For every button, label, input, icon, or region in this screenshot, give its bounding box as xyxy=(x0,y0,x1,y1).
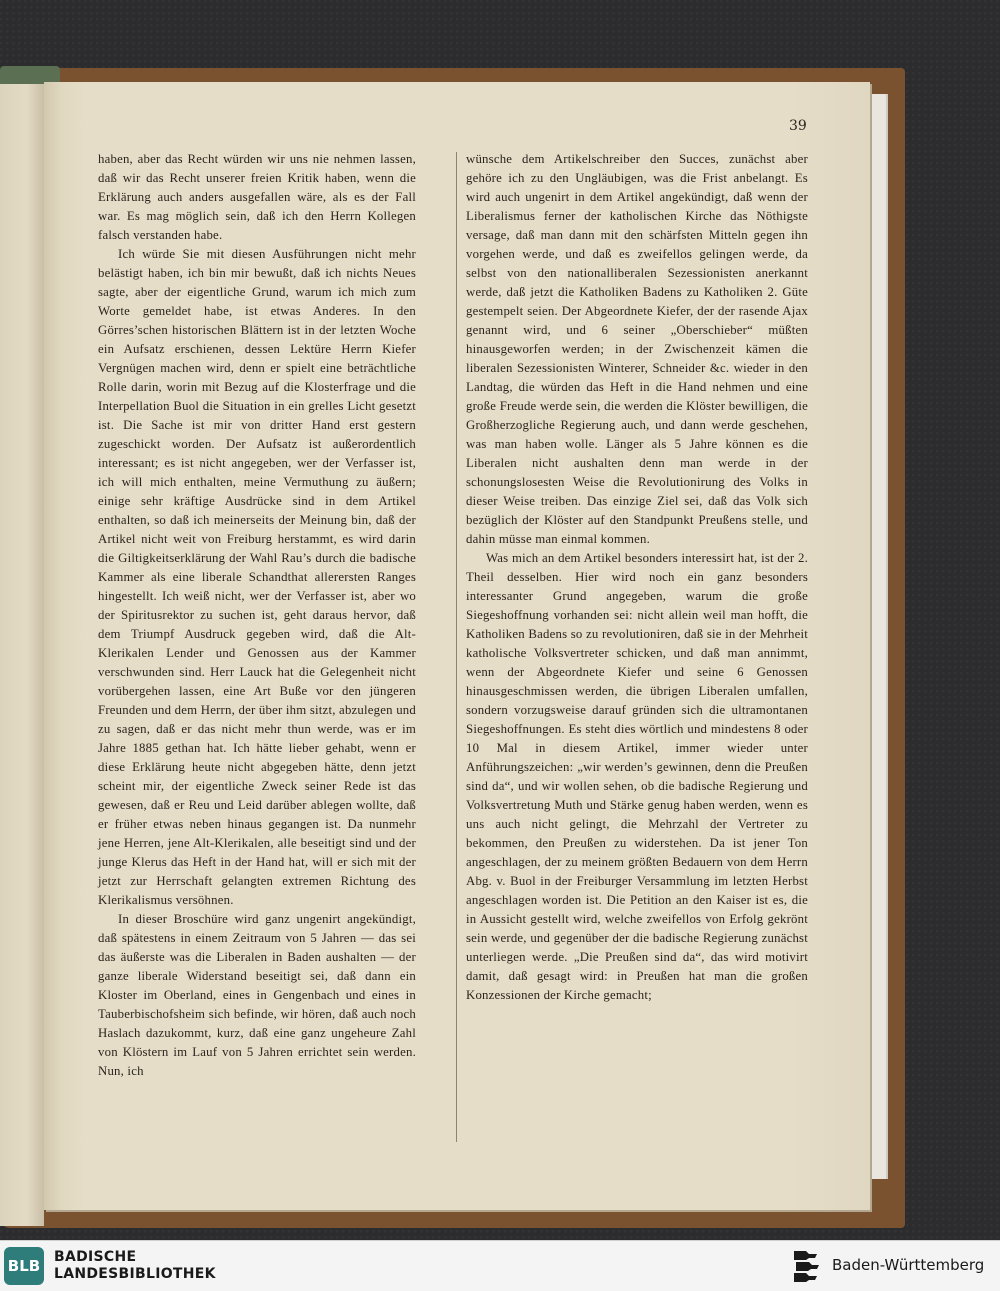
paragraph: In dieser Broschüre wird ganz ungenirt angekündigt, daß spätestens in einem Zeitraum von 5 Jahren — das sei das äußerste was die Liberalen in Baden aushalten — der ganze liberale Widerstand beseitigt sei, daß dann ein Kloster im Oberland, eines in Gengenbach und eines in Tauberbischofsheim sich befinde, wir hören, daß auch noch Haslach dazukommt, kurz, daß eine ganz ungeheure Zahl von Klöstern im Lauf von 5 Jahren errichtet sein werden. Nun, ich xyxy=(98,912,416,1078)
baden-wuerttemberg-name[interactable]: Baden-Württemberg xyxy=(832,1256,985,1274)
right-text-column xyxy=(466,150,808,1005)
blb-name[interactable] xyxy=(54,1249,216,1283)
paragraph: Ich würde Sie mit diesen Ausführungen nicht mehr belästigt haben, ich bin mir bewußt, daß ich nichts Neues sagte, aber der eigentliche Grund, warum ich mich zum Worte gemeldet habe, ist etwas Anderes. In den Görres’schen historischen Blättern ist in der letzten Woche ein Aufsatz erschienen, dessen Lektüre Herrn Kiefer Vergnügen machen wird, denn er spielt eine beträchtliche Rolle darin, worin mit Bezug auf die Klosterfrage und die Interpellation Buol die Situation in ein grelles Licht gesetzt ist. Die Sache ist mir von dritter Hand erst gestern zugeschickt worden. Der Aufsatz ist außerordentlich interessant; es ist nicht angegeben, wer der Verfasser ist, ich will mich enthalten, meine Vermuthung zu äußern; einige sehr kräftige Ausdrücke sind in dem Artikel enthalten, so daß ich meinerseits der Meinung bin, daß der Artikel nicht weit von Freiburg herstammt, es wird darin die Giltigkeitserklärung der Wahl Rau’s durch die badische Kammer als eine liberale Schandthat allerersten Ranges hingestellt. Ich weiß nicht, wer der Verfasser ist, aber wo der Spiritusrektor zu suchen ist, geht daraus hervor, daß dem Triumpf Ausdruck gegeben wird, daß die Alt-Klerikalen Lender und Genossen aus der Kammer verschwunden sind. Herr Lauck hat die Gelegenheit nicht vorübergehen lassen, eine Art Buße vor den jüngeren Freunden und dem Herrn, der über ihm sitzt, abzulegen und zu sagen, daß er das nicht mehr thun werde, was er im Jahre 1885 gethan hat. Ich hätte lieber gehabt, wenn er diese Erklärung heute nicht abgegeben hätte, denn jetzt scheint mir, der eigentliche Zweck seiner Rede ist das gewesen, daß er Reu und Leid darüber ablegen wollte, daß er früher etwas neben hinaus gegangen ist. Da nunmehr jene Herren, jene Alt-Klerikalen, alle beseitigt sind und der junge Klerus das Heft in der Hand hat, will er sich mit der jetzt zur Herrschaft gelangten extremen Richtung des Klerikalismus versöhnen. xyxy=(98,247,416,907)
blb-name-line2: LANDESBIBLIOTHEK xyxy=(54,1266,216,1282)
left-page-edge xyxy=(0,84,44,1226)
column-divider xyxy=(456,152,457,1142)
page-number: 39 xyxy=(789,118,807,134)
blb-name-line1: BADISCHE xyxy=(54,1249,137,1265)
baden-wuerttemberg-lions-icon[interactable] xyxy=(790,1247,824,1285)
viewer-footer xyxy=(0,1240,1000,1291)
left-text-column xyxy=(98,150,416,1081)
paragraph: wünsche dem Artikelschreiber den Succes, zunächst aber gehöre ich zu den Ungläubigen, was die Frist anbelangt. Es wird auch ungenirt in dem Artikel angekündigt, daß wenn der Liberalismus ferner der katholischen Kirche das Nöthigste versage, daß man dann mit den schärfsten Mitteln gegen ihn vorgehen werde, und daß es zweifellos gelingen werde, da selbst von den nationalliberalen Sezessionisten anerkannt werde, daß jetzt die Katholiken Badens zu Katholiken 2. Güte gestempelt seien. Der Abgeordnete Kiefer, der der rasende Ajax genannt wird, und 6 seiner „Oberschieber“ müßten hinausgeworfen werden; in der Zwischenzeit kämen die liberalen Sezessionisten Winterer, Schneider &c. wieder in den Landtag, die würden das Heft in die Hand nehmen und eine große Freude werde sein, die werden die Klöster bewilligen, die Großherzogliche Regierung auch, und dann werde geschehen, was man haben wolle. Länger als 5 Jahre können es die Liberalen nicht aushalten denn man werde in der schonungslosesten Weise die Revolutionirung des Volks in dieser Weise treiben. Das einzige Ziel sei, daß das Volk sich bezüglich der Klöster auf den Standpunkt Preußens stelle, und dahin müsse man einmal kommen. xyxy=(466,152,808,546)
paragraph: Was mich an dem Artikel besonders interessirt hat, ist der 2. Theil desselben. Hier wird noch ein ganz besonders interessanter Grund angegeben, warum die große Siegeshoffnung vorhanden sei: nicht allein weil man hofft, die Katholiken Badens so zu revolutioniren, daß sie in der Mehrheit katholische Volksvertreter schicken, und daß man annimmt, wenn der Abgeordnete Kiefer und seine 6 Genossen hinausgeschmissen werden, die übrigen Liberalen umfallen, sondern vorzugsweise darauf gründen sich die ultramontanen Siegeshoffnungen. Es steht dies wörtlich und mindestens 8 oder 10 Mal in diesem Artikel, immer wieder unter Anführungszeichen: „wir werden’s gewinnen, denn die Preußen sind da“, und wir wollen sehen, ob die badische Regierung und Volksvertretung Muth und Stärke genug haben werden, wenn es uns auch nicht gelingt, die Mehrzahl der Vertreter zu bekommen, den Preußen zu widerstehen. Da ist jener Ton angeschlagen, der zu meinem größten Bedauern von dem Herrn Abg. v. Buol in der Freiburger Versammlung im letzten Herbst angeschlagen worden ist. Die Petition an den Kaiser ist es, die in Aussicht gestellt wird, welche zweifellos von Erfolg gekrönt sein werde, und gegenüber der die badische Regierung zunächst unterliegen werde. „Die Preußen sind da“, das wird motivirt damit, daß gesagt wird: in Preußen hat man die großen Konzessionen der Kirche gemacht; xyxy=(466,551,808,1002)
blb-logo-icon[interactable]: BLB xyxy=(4,1247,44,1285)
paragraph: haben, aber das Recht würden wir uns nie nehmen lassen, daß wir das Recht unserer freien Kritik haben, wenn die Erklärung auch anders ausgefallen wäre, als es der Fall war. Es mag möglich sein, daß ich den Herrn Kollegen falsch verstanden habe. xyxy=(98,152,416,242)
